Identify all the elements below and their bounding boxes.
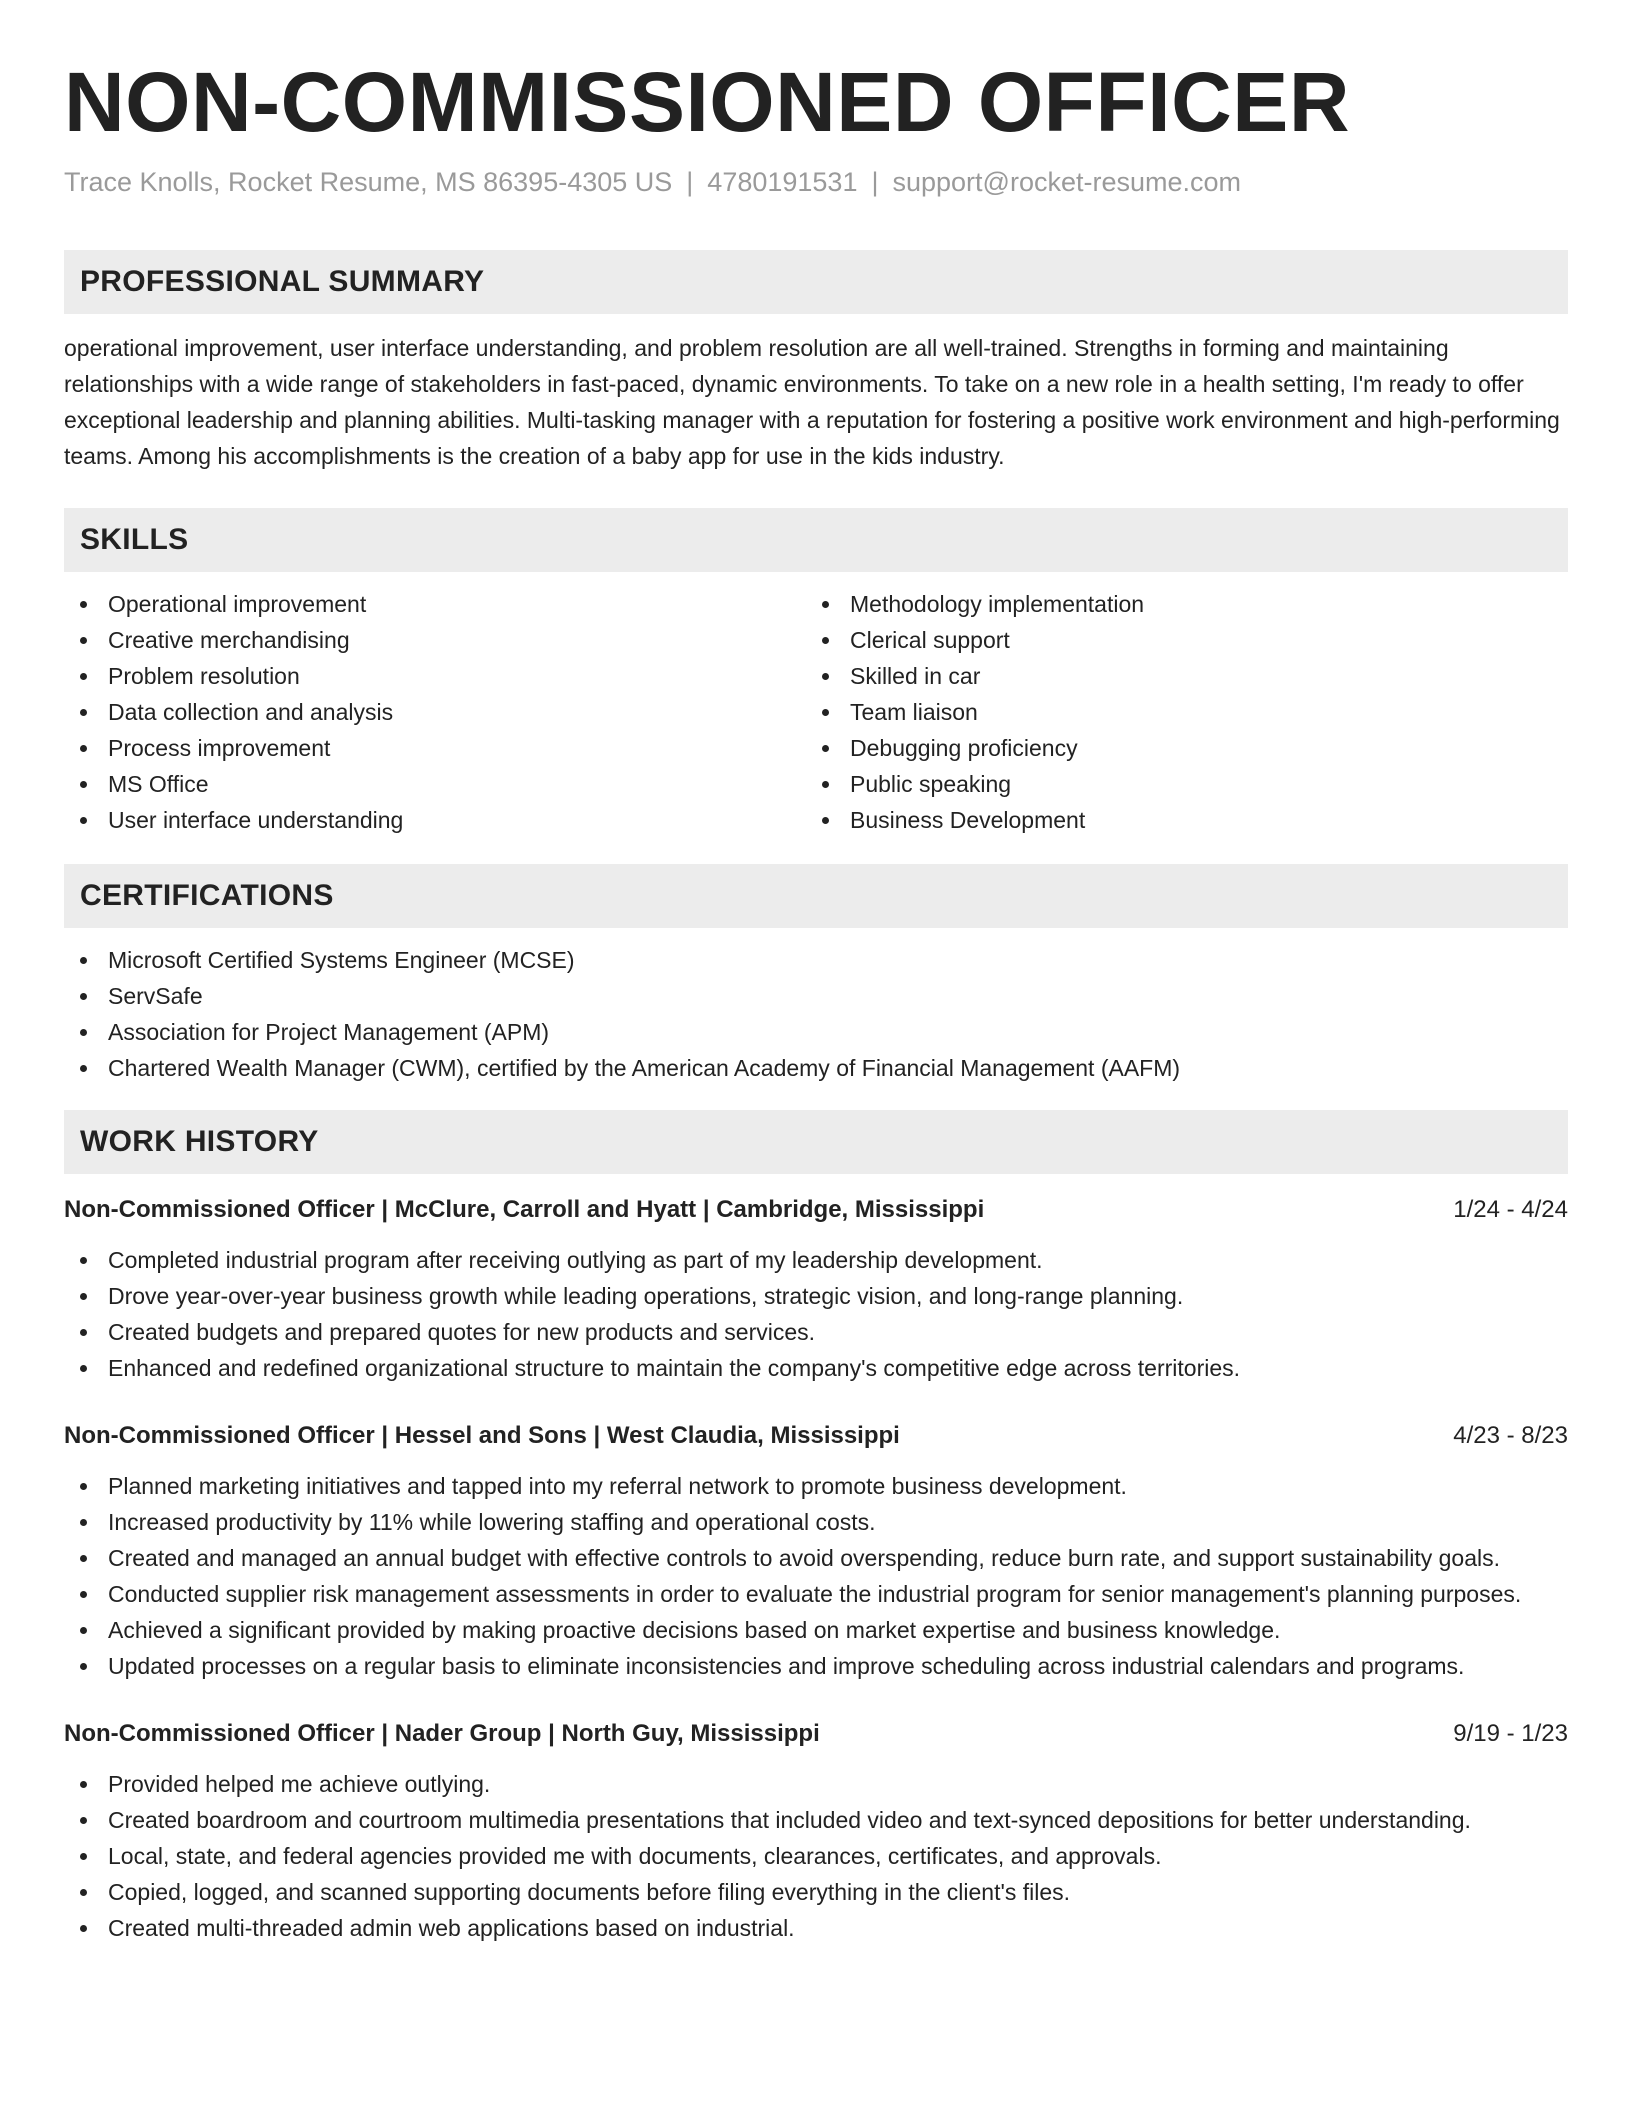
job-bullet: Updated processes on a regular basis to eliminate inconsistencies and improve scheduling across industrial calendars and programs. [64,1648,1568,1684]
job-entry [64,1418,1568,1684]
job-dates: 1/24 - 4/24 [1453,1196,1568,1223]
skill-item: Clerical support [806,622,1548,658]
contact-phone: 4780191531 [707,167,858,197]
skill-item: Business Development [806,802,1548,838]
job-bullet: Drove year-over-year business growth while leading operations, strategic vision, and long-range planning. [64,1278,1568,1314]
job-bullet: Created budgets and prepared quotes for new products and services. [64,1314,1568,1350]
job-header [64,1716,1568,1752]
contact-address: Trace Knolls, Rocket Resume, MS 86395-4305 US [64,167,673,197]
job-entry [64,1716,1568,1946]
job-bullet: Created multi-threaded admin web applications based on industrial. [64,1910,1568,1946]
skill-item: MS Office [64,766,806,802]
contact-email: support@rocket-resume.com [892,167,1242,197]
job-bullet: Achieved a significant provided by making proactive decisions based on market expertise and business knowledge. [64,1612,1568,1648]
certification-item: ServSafe [64,978,1568,1014]
job-bullet: Enhanced and redefined organizational structure to maintain the company's competitive edge across territories. [64,1350,1568,1386]
skill-item: Data collection and analysis [64,694,806,730]
skill-item: Team liaison [806,694,1548,730]
job-entry [64,1192,1568,1386]
certifications-list [64,942,1568,1086]
skill-item: User interface understanding [64,802,806,838]
job-dates: 9/19 - 1/23 [1453,1720,1568,1747]
skills-list-right [806,586,1548,838]
job-bullet: Provided helped me achieve outlying. [64,1766,1568,1802]
contact-separator: | [686,167,694,197]
skill-item: Process improvement [64,730,806,766]
skill-item: Skilled in car [806,658,1548,694]
job-bullet: Created boardroom and courtroom multimedia presentations that included video and text-synced depositions for better understanding. [64,1802,1568,1838]
job-bullet: Increased productivity by 11% while lowering staffing and operational costs. [64,1504,1568,1540]
section-heading-summary: PROFESSIONAL SUMMARY [64,250,1568,314]
skill-item: Public speaking [806,766,1548,802]
section-heading-skills: SKILLS [64,508,1568,572]
contact-line [64,164,1568,200]
certification-item: Association for Project Management (APM) [64,1014,1568,1050]
job-header [64,1192,1568,1228]
skill-item: Problem resolution [64,658,806,694]
job-bullets [64,1766,1568,1946]
job-bullet: Planned marketing initiatives and tapped into my referral network to promote business development. [64,1468,1568,1504]
job-bullets [64,1242,1568,1386]
skills-columns [64,586,1568,838]
job-bullet: Created and managed an annual budget with effective controls to avoid overspending, reduce burn rate, and support sustainability goals. [64,1540,1568,1576]
certification-item: Chartered Wealth Manager (CWM), certified by the American Academy of Financial Management (AAFM) [64,1050,1568,1086]
skill-item: Debugging proficiency [806,730,1548,766]
skill-item: Methodology implementation [806,586,1548,622]
job-dates: 4/23 - 8/23 [1453,1422,1568,1449]
job-header [64,1418,1568,1454]
skill-item: Operational improvement [64,586,806,622]
job-title: Non-Commissioned Officer | McClure, Carroll and Hyatt | Cambridge, Mississippi [64,1196,985,1223]
section-heading-certifications: CERTIFICATIONS [64,864,1568,928]
job-title: Non-Commissioned Officer | Nader Group | North Guy, Mississippi [64,1720,820,1747]
skills-list-left [64,586,806,838]
resume-title: NON-COMMISSIONED OFFICER [64,55,1350,149]
summary-text: operational improvement, user interface understanding, and problem resolution are all well-trained. Strengths in forming and maintaining relationships with a wide range of stakeholders in fast-paced, dynamic environments. To take on a new role in a health setting, I'm ready to offer exceptional leadership and planning abilities. Multi-tasking manager with a reputation for fostering a positive work environment and high-performing teams. Among his accomplishments is the creation of a baby app for use in the kids industry. [64,335,1560,469]
contact-separator: | [871,167,879,197]
job-bullet: Conducted supplier risk management assessments in order to evaluate the industrial program for senior management's planning purposes. [64,1576,1568,1612]
job-bullets [64,1468,1568,1684]
job-bullet: Local, state, and federal agencies provided me with documents, clearances, certificates, and approvals. [64,1838,1568,1874]
job-title: Non-Commissioned Officer | Hessel and Sons | West Claudia, Mississippi [64,1422,900,1449]
job-bullet: Completed industrial program after receiving outlying as part of my leadership development. [64,1242,1568,1278]
resume-page [64,52,1568,1946]
job-bullet: Copied, logged, and scanned supporting documents before filing everything in the client's files. [64,1874,1568,1910]
skill-item: Creative merchandising [64,622,806,658]
certification-item: Microsoft Certified Systems Engineer (MCSE) [64,942,1568,978]
section-heading-work-history: WORK HISTORY [64,1110,1568,1174]
